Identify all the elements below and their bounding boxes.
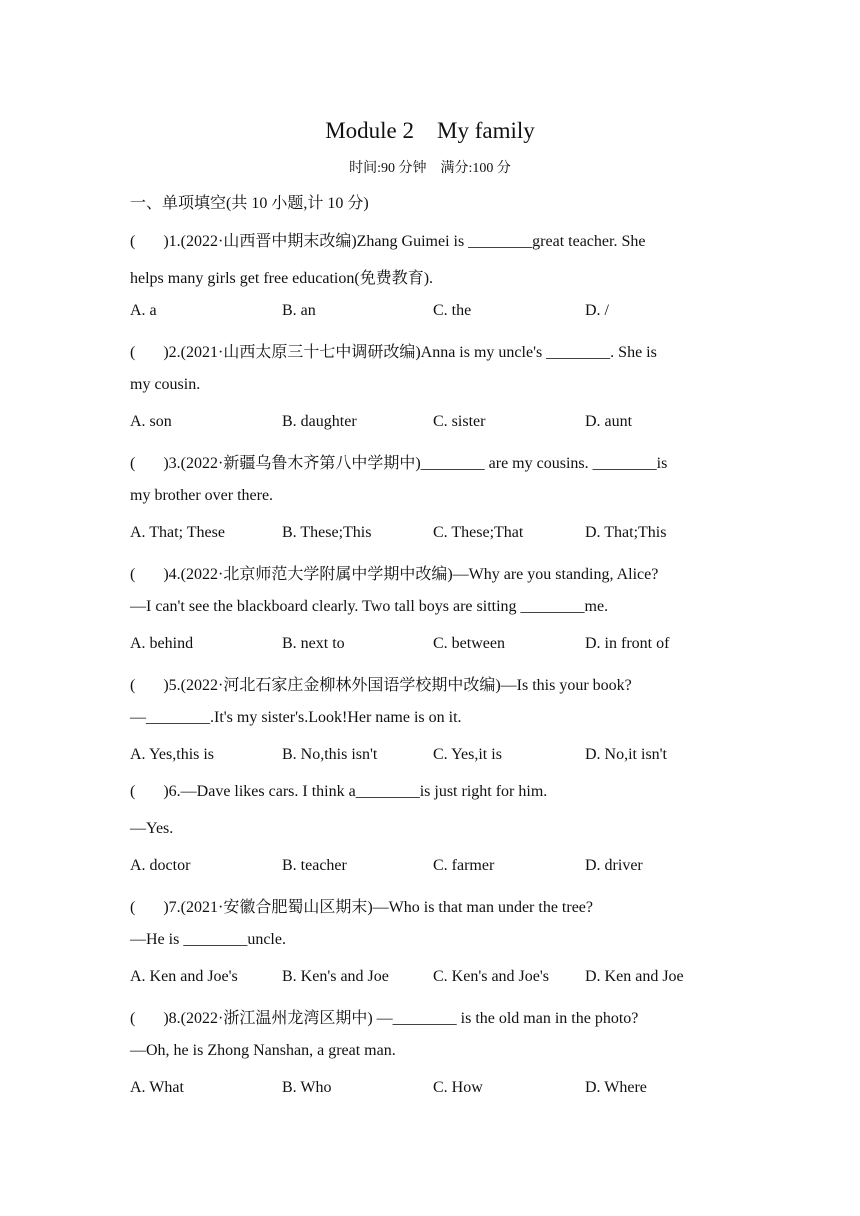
question-4-line-1: ( )4.(2022·北京师范大学附属中学期中改编)—Why are you standing, Alice? <box>130 566 659 583</box>
question-2-option-d: D. aunt <box>585 413 633 430</box>
question-5-line-1: ( )5.(2022·河北石家庄金柳林外国语学校期中改编)—Is this your book? <box>130 677 632 694</box>
question-8-option-d: D. Where <box>585 1079 647 1096</box>
question-2-line-1: ( )2.(2021·山西太原三十七中调研改编)Anna is my uncle's ________. She is <box>130 344 657 361</box>
question-5-option-d: D. No,it isn't <box>585 746 667 763</box>
question-6-option-d: D. driver <box>585 857 643 874</box>
question-1-option-b: B. an <box>282 302 316 319</box>
question-2-line-2: my cousin. <box>130 376 201 393</box>
question-4-option-d: D. in front of <box>585 635 670 652</box>
question-7-option-b: B. Ken's and Joe <box>282 968 389 985</box>
question-2-option-a: A. son <box>130 413 172 430</box>
section-heading: 一、单项填空(共 10 小题,计 10 分) <box>130 195 369 212</box>
question-6-option-c: C. farmer <box>433 857 495 874</box>
question-7-line-1: ( )7.(2021·安徽合肥蜀山区期末)—Who is that man under the tree? <box>130 899 594 916</box>
question-2-option-c: C. sister <box>433 413 486 430</box>
question-6-option-b: B. teacher <box>282 857 347 874</box>
question-5-option-c: C. Yes,it is <box>433 746 502 763</box>
question-8-line-2: —Oh, he is Zhong Nanshan, a great man. <box>130 1042 396 1059</box>
question-6-line-2: —Yes. <box>130 820 174 837</box>
question-1-option-d: D. / <box>585 302 609 319</box>
question-8-option-c: C. How <box>433 1079 483 1096</box>
question-1-line-1: ( )1.(2022·山西晋中期末改编)Zhang Guimei is ________great teacher. She <box>130 233 646 250</box>
question-7-option-a: A. Ken and Joe's <box>130 968 238 985</box>
question-2-option-b: B. daughter <box>282 413 357 430</box>
question-7-line-2: —He is ________uncle. <box>130 931 286 948</box>
question-8-option-a: A. What <box>130 1079 184 1096</box>
exam-meta <box>0 157 860 177</box>
question-4-option-a: A. behind <box>130 635 194 652</box>
question-4-option-b: B. next to <box>282 635 345 652</box>
question-8-line-1: ( )8.(2022·浙江温州龙湾区期中) —________ is the old man in the photo? <box>130 1010 639 1027</box>
question-6-line-1: ( )6.—Dave likes cars. I think a________is just right for him. <box>130 783 548 800</box>
question-4-line-2: —I can't see the blackboard clearly. Two tall boys are sitting ________me. <box>130 598 609 615</box>
question-6-option-a: A. doctor <box>130 857 191 874</box>
question-4-option-c: C. between <box>433 635 505 652</box>
question-7-option-c: C. Ken's and Joe's <box>433 968 549 985</box>
page-title: Module 2 My family <box>325 118 535 143</box>
question-7-option-d: D. Ken and Joe <box>585 968 684 985</box>
question-3-option-c: C. These;That <box>433 524 524 541</box>
question-3-line-2: my brother over there. <box>130 487 274 504</box>
question-5-option-b: B. No,this isn't <box>282 746 378 763</box>
full-score: 满分:100 分 <box>440 161 511 176</box>
question-8-option-b: B. Who <box>282 1079 332 1096</box>
time-limit: 时间:90 分钟 <box>349 161 427 176</box>
question-1-option-c: C. the <box>433 302 472 319</box>
question-3-line-1: ( )3.(2022·新疆乌鲁木齐第八中学期中)________ are my cousins. ________is <box>130 455 668 472</box>
question-1-line-2: helps many girls get free education(免费教育). <box>130 270 434 287</box>
question-3-option-d: D. That;This <box>585 524 667 541</box>
question-1-option-a: A. a <box>130 302 157 319</box>
question-3-option-b: B. These;This <box>282 524 372 541</box>
question-3-option-a: A. That; These <box>130 524 225 541</box>
question-5-line-2: —________.It's my sister's.Look!Her name is on it. <box>130 709 462 726</box>
question-5-option-a: A. Yes,this is <box>130 746 215 763</box>
